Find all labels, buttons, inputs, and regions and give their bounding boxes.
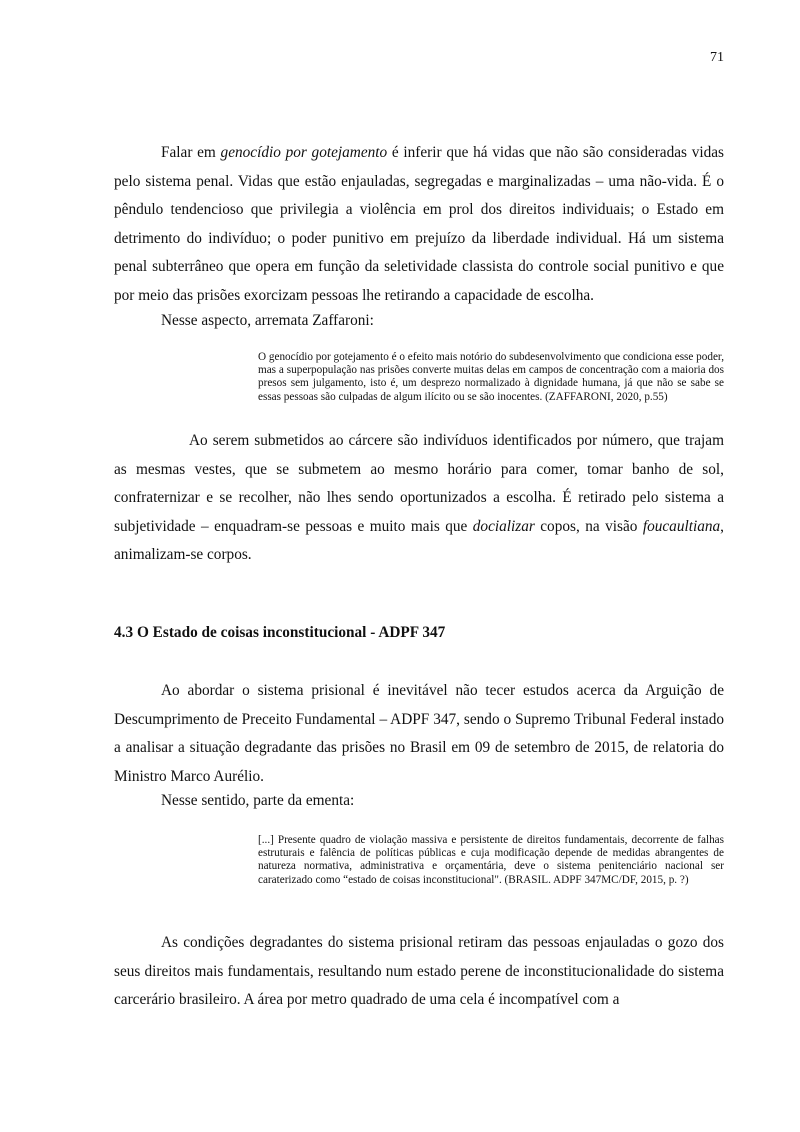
paragraph-text: Ao serem submetidos ao cárcere são indivíduos identificados por número, que trajam as mesmas vestes, que se submetem ao mesmo horário para comer, tomar banho de sol, confraternizar e se recolher, não lhes sendo oportunizados a escolha. É retirado pelo sistema a subjetividade – enquadram-se pessoas e muito mais que xyxy=(114,432,724,535)
paragraph-text: , animalizam-se corpos. xyxy=(114,517,724,564)
section-heading: 4.3 O Estado de coisas inconstitucional - ADPF 347 xyxy=(114,624,446,641)
paragraph-condicoes: As condições degradantes do sistema prisional retiram das pessoas enjauladas o gozo dos seus direitos mais fundamentais, resultando num estado perene de inconstitucionalidade do sistema carcerário brasileiro. A área por metro quadrado de uma cela é incompatível com a xyxy=(114,934,724,1009)
emphasis-foucaultiana: foucaultiana xyxy=(642,517,721,535)
paragraph-adpf: Ao abordar o sistema prisional é inevitável não tecer estudos acerca da Arguição de Descumprimento de Preceito Fundamental – ADPF 347, sendo o Supremo Tribunal Federal instado a analisar a situação degradante das prisões no Brasil em 09 de setembro de 2015, de relatoria do Ministro Marco Aurélio. xyxy=(114,682,724,785)
paragraph-text: copos, na visão xyxy=(534,517,643,535)
page-number: 71 xyxy=(710,50,724,65)
paragraph-carcere xyxy=(114,427,724,570)
block-quote-zaffaroni: O genocídio por gotejamento é o efeito mais notório do subdesenvolvimento que condiciona esse poder, mas a superpopulação nas prisões converte muitas delas em campos de concentração com a maioria dos presos sem julgamento, isto é, um desprezo normalizado à dignidade humana, já que não se sabe se essas pessoas são culpadas de algum ilícito ou se são inocentes. (ZAFFARONI, 2020, p.55) xyxy=(258,351,724,403)
emphasis-genocidio-por-gotejamento: genocídio por gotejamento xyxy=(220,144,388,161)
paragraph-text: é inferir que há vidas que não são consideradas vidas pelo sistema penal. Vidas que estão enjauladas, segregadas e marginalizadas – uma não-vida. É o pêndulo tendencioso que privilegia a violência em prol dos direitos individuais; o Estado em detrimento do indivíduo; o poder punitivo em prejuízo da liberdade individual. Há um sistema penal subterrâneo que opera em função da seletividade classista do controle social punitivo e que por meio das prisões exorcizam pessoas lhe retirando a capacidade de escolha. xyxy=(114,144,724,304)
paragraph-ementa-intro: Nesse sentido, parte da ementa: xyxy=(161,792,355,809)
emphasis-docializar: docializar xyxy=(472,517,535,535)
paragraph-text: Falar em xyxy=(161,144,221,161)
paragraph-genocidio xyxy=(114,139,724,311)
block-quote-ementa: [...] Presente quadro de violação massiva e persistente de direitos fundamentais, decorrente de falhas estruturais e falência de políticas públicas e cuja modificação depende de medidas abrangentes de natureza normativa, administrativa e orçamentária, deve o sistema penitenciário nacional ser caraterizado como “estado de coisas inconstitucional". (BRASIL. ADPF 347MC/DF, 2015, p. ?) xyxy=(258,834,724,886)
paragraph-zaffaroni-intro: Nesse aspecto, arremata Zaffaroni: xyxy=(161,312,374,329)
